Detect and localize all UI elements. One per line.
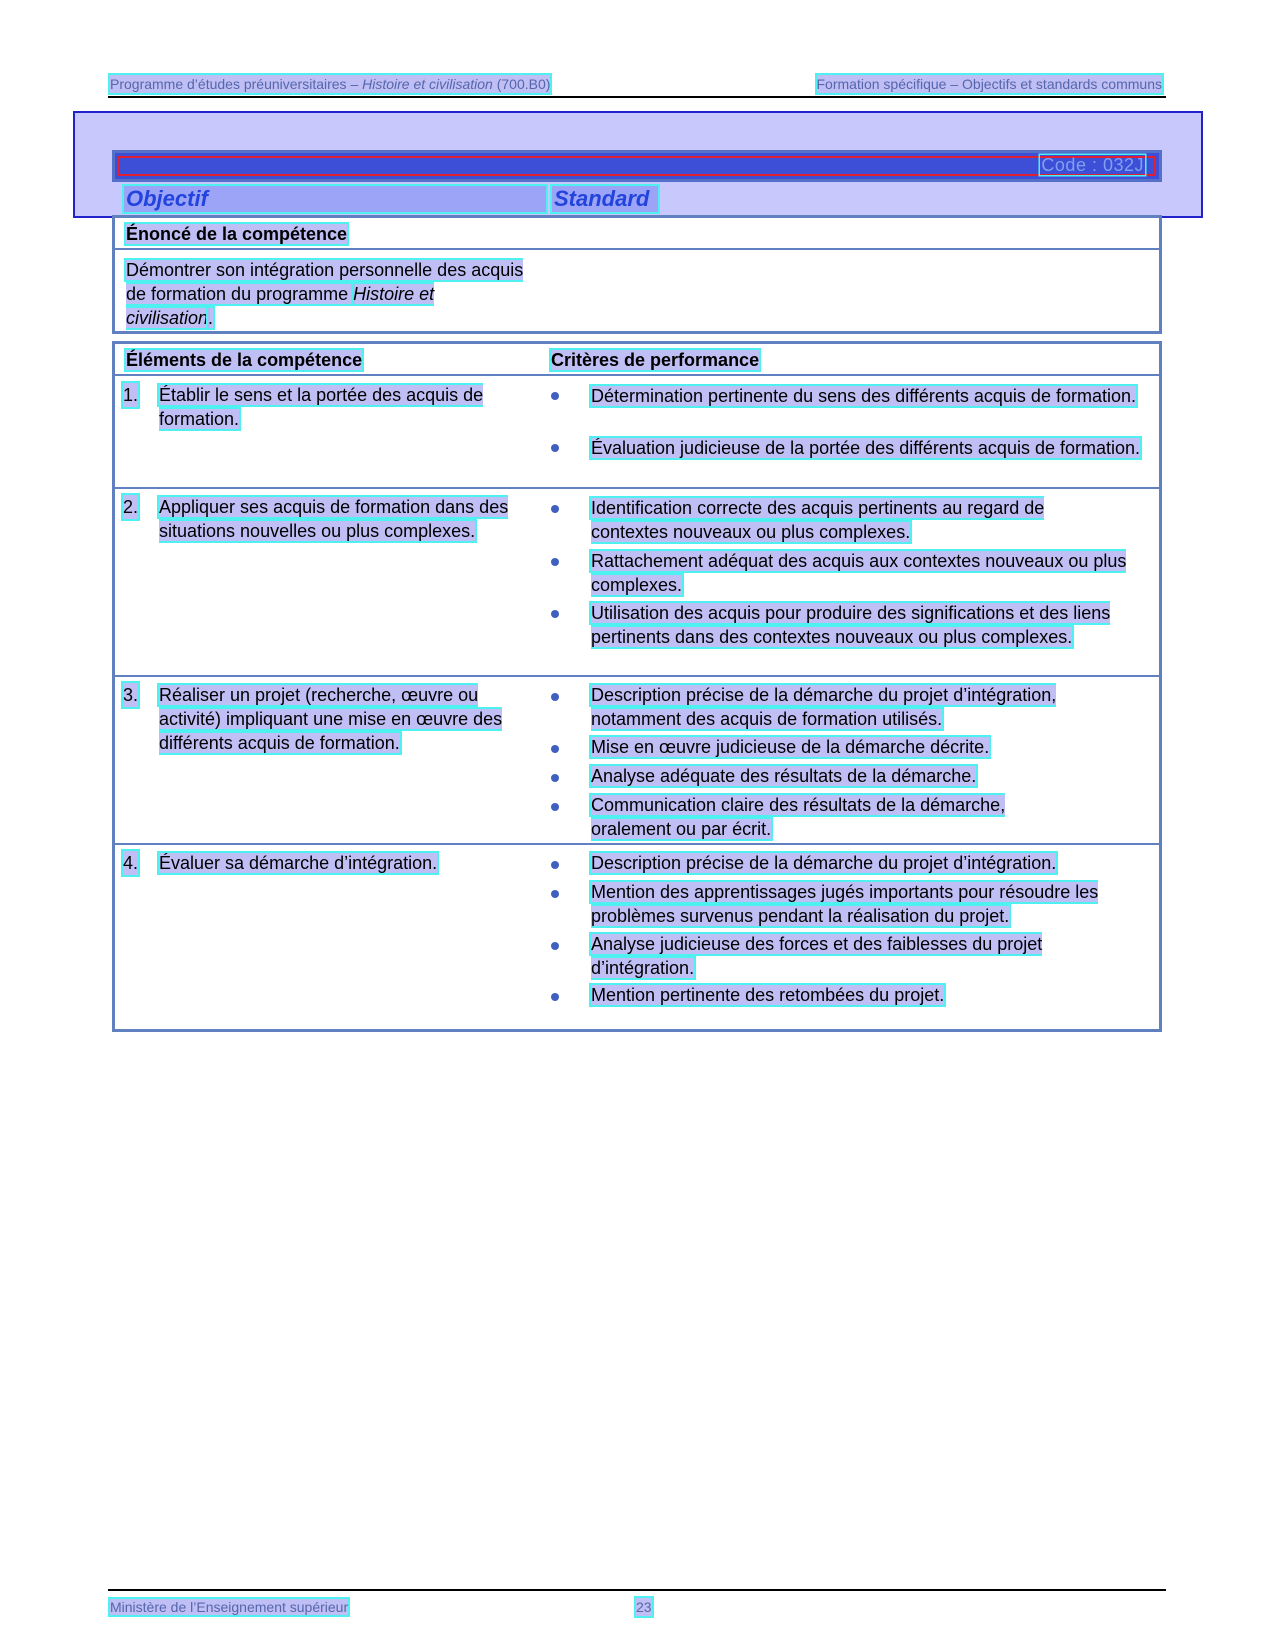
code-bar <box>112 150 1162 182</box>
criterion <box>591 983 1151 1007</box>
statement-box <box>112 215 1162 334</box>
bullet-icon <box>551 861 559 869</box>
header-section-title: Formation spécifique – Objectifs et standards communs <box>816 76 1162 92</box>
header-program-title <box>110 75 550 93</box>
statement-program: Histoire et civilisation <box>126 284 435 328</box>
bullet-icon <box>551 774 559 782</box>
criterion-text: Mention des apprentissages jugés importants pour résoudre les problèmes survenus pendant la réalisation du projet. <box>591 882 1099 926</box>
standard-title: Standard <box>552 186 658 212</box>
statement-period: . <box>208 308 214 328</box>
element-row-1 <box>115 376 1159 489</box>
bullet-icon <box>551 803 559 811</box>
statement-heading: Énoncé de la compétence <box>126 224 348 244</box>
bullet-icon <box>551 993 559 1001</box>
element-row-4 <box>115 845 1159 1031</box>
objective-title: Objectif <box>124 186 546 212</box>
criterion-text: Utilisation des acquis pour produire des significations et des liens pertinents dans des contextes nouveaux ou plus complexes. <box>591 603 1111 647</box>
page-number: 23 <box>636 1599 652 1615</box>
elements-box <box>112 341 1162 1032</box>
criterion <box>591 932 1111 980</box>
bullet-icon <box>551 558 559 566</box>
element-number: 3. <box>123 685 139 705</box>
elements-heading: Éléments de la compétence <box>126 350 363 370</box>
element-number: 1. <box>123 385 139 405</box>
element-row-3 <box>115 677 1159 845</box>
bullet-icon <box>551 745 559 753</box>
criterion <box>591 880 1151 928</box>
header-prefix: Programme d’études préuniversitaires – <box>110 76 363 92</box>
criterion-text: Détermination pertinente du sens des différents acquis de formation. <box>591 386 1136 406</box>
bullet-icon <box>551 392 559 400</box>
criterion <box>591 851 1151 875</box>
criterion <box>591 683 1151 731</box>
criterion-text: Analyse judicieuse des forces et des faiblesses du projet d’intégration. <box>591 934 1043 978</box>
element-text-content: Évaluer sa démarche d’intégration. <box>159 853 438 873</box>
criterion-text: Analyse adéquate des résultats de la démarche. <box>591 766 977 786</box>
statement-text <box>126 258 526 330</box>
bullet-icon <box>551 444 559 452</box>
criterion <box>591 601 1136 649</box>
element-number: 2. <box>123 497 139 517</box>
footer <box>110 1598 650 1616</box>
bullet-icon <box>551 693 559 701</box>
element-text-content: Appliquer ses acquis de formation dans des situations nouvelles ou plus complexes. <box>159 497 509 541</box>
criterion-text: Description précise de la démarche du projet d’intégration. <box>591 853 1057 873</box>
header-code: (700.B0) <box>492 76 551 92</box>
element-text <box>159 495 519 543</box>
element-text <box>159 383 539 431</box>
code-bar-outline <box>118 156 1156 176</box>
footer-rule <box>108 1589 1166 1591</box>
criterion <box>591 549 1131 597</box>
criteria-heading: Critères de performance <box>551 350 760 370</box>
criterion-text: Évaluation judicieuse de la portée des différents acquis de formation. <box>591 438 1141 458</box>
header-program: Histoire et civilisation <box>362 76 493 92</box>
bullet-icon <box>551 942 559 950</box>
element-text-content: Réaliser un projet (recherche, œuvre ou activité) impliquant une mise en œuvre des différents acquis de formation. <box>159 685 503 753</box>
criterion <box>591 436 1151 460</box>
footer-ministry: Ministère de l’Enseignement supérieur <box>110 1599 349 1615</box>
criterion-text: Communication claire des résultats de la démarche, oralement ou par écrit. <box>591 795 1006 839</box>
criterion <box>591 496 1121 544</box>
element-text <box>159 851 539 875</box>
competency-code-text: Code : 032J <box>1041 155 1144 175</box>
criterion <box>591 793 1071 841</box>
competency-code <box>1040 155 1145 176</box>
criterion-text: Identification correcte des acquis pertinents au regard de contextes nouveaux ou plus complexes. <box>591 498 1045 542</box>
criterion <box>591 384 1151 408</box>
bullet-icon <box>551 610 559 618</box>
element-number: 4. <box>123 853 139 873</box>
criterion <box>591 764 1151 788</box>
criterion <box>591 735 1151 759</box>
element-row-2 <box>115 489 1159 677</box>
header-rule <box>108 96 1166 98</box>
elements-header <box>115 344 1159 376</box>
element-text <box>159 683 539 755</box>
bullet-icon <box>551 890 559 898</box>
criterion-text: Mention pertinente des retombées du projet. <box>591 985 945 1005</box>
statement-header <box>115 218 1159 250</box>
bullet-icon <box>551 505 559 513</box>
element-text-content: Établir le sens et la portée des acquis de formation. <box>159 385 484 429</box>
criterion-text: Rattachement adéquat des acquis aux contextes nouveaux ou plus complexes. <box>591 551 1127 595</box>
criterion-text: Mise en œuvre judicieuse de la démarche décrite. <box>591 737 990 757</box>
statement-text-main: Démontrer son intégration personnelle des acquis de formation du programme <box>126 260 524 304</box>
criterion-text: Description précise de la démarche du projet d’intégration, notamment des acquis de formation utilisés. <box>591 685 1057 729</box>
